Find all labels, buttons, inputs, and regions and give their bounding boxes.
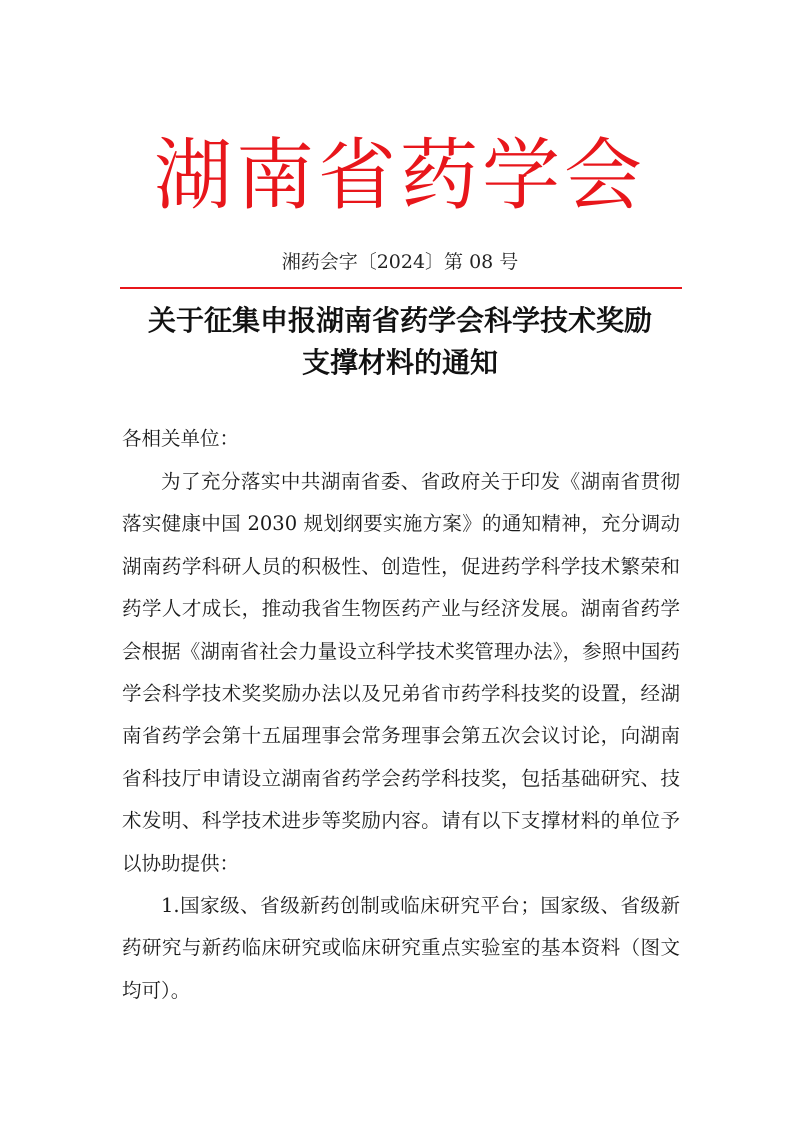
document-number: 湘药会字〔2024〕第 08 号 — [281, 251, 519, 273]
organization-letterhead: 湖南省药学会 — [153, 131, 646, 221]
title-line-2: 支撑材料的通知 — [301, 346, 498, 379]
body-text — [122, 461, 680, 1012]
body-paragraph: 为了充分落实中共湖南省委、省政府关于印发《湖南省贯彻落实健康中国 2030 规划纲要实施方案》的通知精神，充分调动湖南药学科研人员的积极性、创造性，促进药学科学技术繁荣和药学人才成长，推动我省生物医药产业与经济发展。湖南省药学会根据《湖南省社会力量设立科学技术奖管理办法》，参照中国药学会科学技术奖奖励办法以及兄弟省市药学科技奖的设置，经湖南省药学会第十五届理事会常务理事会第五次会议讨论，向湖南省科技厅申请设立湖南省药学会药学科技奖，包括基础研究、技术发明、科学技术进步等奖励内容。请有以下支撑材料的单位予以协助提供： — [122, 470, 680, 875]
letterhead-divider — [120, 287, 682, 289]
document-title — [100, 300, 700, 384]
salutation: 各相关单位： — [122, 427, 240, 450]
body-paragraph: 1.国家级、省级新药创制或临床研究平台；国家级、省级新药研究与新药临床研究或临床研究重点实验室的基本资料（图文均可）。 — [122, 894, 680, 1002]
title-line-1: 关于征集申报湖南省药学会科学技术奖励 — [147, 304, 652, 337]
